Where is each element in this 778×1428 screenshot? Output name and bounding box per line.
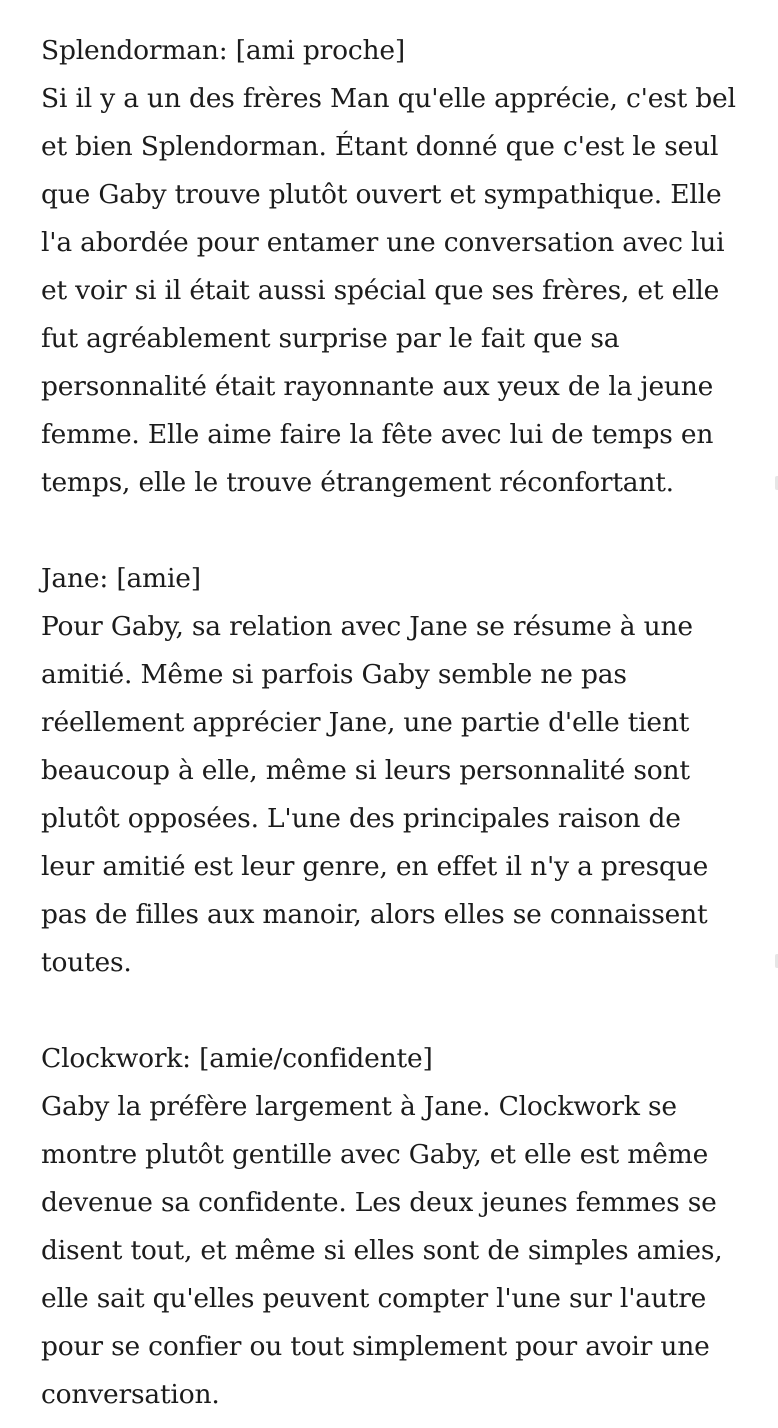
section-splendorman [41,27,767,507]
paragraph-gap [41,987,767,1035]
text-line: et voir si il était aussi spécial que ses frères, et elle [41,275,720,306]
text-line: disent tout, et même si elles sont de simples amies, [41,1235,723,1266]
text-line: Si il y a un des frères Man qu'elle apprécie, c'est bel [41,83,736,114]
text-line: elle sait qu'elles peuvent compter l'une sur l'autre [41,1283,707,1314]
document-text [41,27,767,1419]
text-line: fut agréablement surprise par le fait que sa [41,323,620,354]
paragraph-gap [41,507,767,555]
text-line: que Gaby trouve plutôt ouvert et sympathique. Elle [41,179,722,210]
text-line: amitié. Même si parfois Gaby semble ne pas [41,659,627,690]
text-line: leur amitié est leur genre, en effet il n'y a presque [41,851,709,882]
section-heading: Jane: [amie] [41,563,201,594]
text-line: montre plutôt gentille avec Gaby, et elle est même [41,1139,709,1170]
text-line: l'a abordée pour entamer une conversation avec lui [41,227,725,258]
text-line: pas de filles aux manoir, alors elles se connaissent [41,899,708,930]
text-line: plutôt opposées. L'une des principales raison de [41,803,681,834]
text-line: devenue sa confidente. Les deux jeunes femmes se [41,1187,717,1218]
section-heading: Clockwork: [amie/confidente] [41,1043,433,1074]
text-line: conversation. [41,1379,220,1410]
text-line: Pour Gaby, sa relation avec Jane se résume à une [41,611,693,642]
text-line: réellement apprécier Jane, une partie d'elle tient [41,707,690,738]
text-line: pour se confier ou tout simplement pour avoir une [41,1331,710,1362]
section-heading: Splendorman: [ami proche] [41,35,405,66]
text-line: beaucoup à elle, même si leurs personnalité sont [41,755,690,786]
text-line: femme. Elle aime faire la fête avec lui de temps en [41,419,714,450]
text-line: toutes. [41,947,132,978]
text-line: Gaby la préfère largement à Jane. Clockwork se [41,1091,677,1122]
section-jane [41,555,767,987]
text-line: et bien Splendorman. Étant donné que c'est le seul [41,131,719,162]
text-line: personnalité était rayonnante aux yeux de la jeune [41,371,714,402]
section-clockwork [41,1035,767,1419]
text-line: temps, elle le trouve étrangement réconfortant. [41,467,674,498]
